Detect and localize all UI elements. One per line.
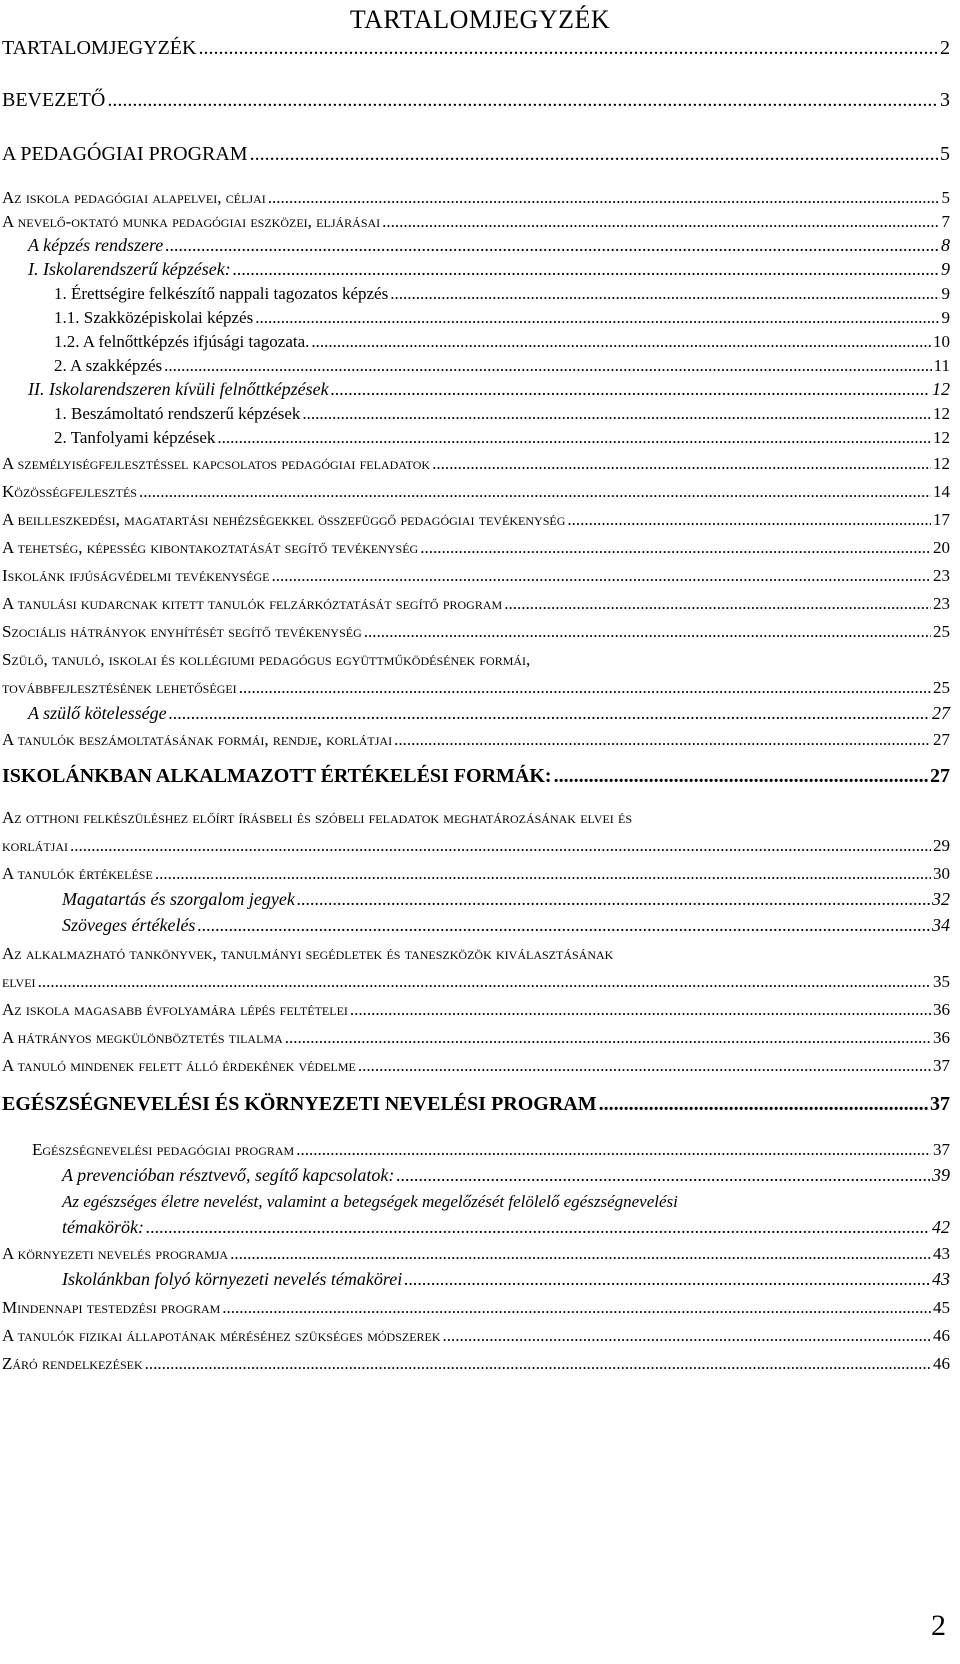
- toc-entry-page: 29: [933, 836, 950, 855]
- toc-entry[interactable]: [54, 302, 950, 328]
- toc-entry-label: 2. Tanfolyami képzések: [54, 428, 216, 447]
- toc-leader-dots: [145, 1354, 931, 1374]
- toc-entry-page: 8: [941, 235, 950, 255]
- toc-entry-label: elvei: [2, 972, 36, 991]
- toc-leader-dots: [432, 454, 931, 474]
- toc-entry[interactable]: [2, 762, 950, 788]
- toc-entry-label: A tanulók értékelése: [2, 864, 153, 883]
- toc-leader-dots: [443, 1326, 931, 1346]
- toc-entry-label: Szöveges értékelés: [62, 915, 196, 935]
- toc-entry-page: 11: [933, 356, 950, 375]
- toc-leader-dots: [155, 864, 931, 884]
- toc-leader-dots: [394, 730, 931, 750]
- toc-entry-label: A prevencióban résztvevő, segítő kapcsolatok:: [62, 1165, 395, 1185]
- toc-entry-label: 1.2. A felnőttképzés ifjúsági tagozata.: [54, 332, 310, 351]
- toc-leader-dots: [350, 1000, 931, 1020]
- toc-entry-page: 14: [933, 482, 950, 501]
- toc-leader-dots: [271, 566, 931, 586]
- toc-leader-dots: [285, 1028, 931, 1048]
- toc-entry-page: 10: [933, 332, 950, 351]
- toc-entry-wrapped-line[interactable]: Az otthoni felkészüléshez előírt írásbeli és szóbeli feladatok meghatározásának elvei és: [2, 808, 633, 827]
- toc-entry-label: A tanulók fizikai állapotának méréséhez szükséges módszerek: [2, 1326, 441, 1345]
- toc-entry[interactable]: [2, 206, 950, 232]
- toc-entry-page: 42: [932, 1217, 950, 1237]
- toc-entry[interactable]: [54, 350, 950, 376]
- toc-leader-dots: [504, 594, 931, 614]
- toc-entry-page: 30: [933, 864, 950, 883]
- toc-entry[interactable]: [62, 1160, 950, 1186]
- toc-entry[interactable]: [2, 34, 950, 60]
- toc-entry-page: 25: [933, 622, 950, 641]
- toc-entry[interactable]: [62, 884, 950, 910]
- toc-entry-page: 20: [933, 538, 950, 557]
- toc-entry-label: 1. Beszámoltató rendszerű képzések: [54, 404, 301, 423]
- toc-entry[interactable]: [2, 140, 950, 166]
- toc-entry[interactable]: [28, 230, 950, 256]
- toc-entry-page: 27: [930, 765, 950, 787]
- toc-entry-label: Záró rendelkezések: [2, 1354, 143, 1373]
- toc-entry-label: Magatartás és szorgalom jegyek: [62, 889, 295, 909]
- toc-entry[interactable]: [62, 910, 950, 936]
- toc-entry-page: 32: [932, 889, 950, 909]
- toc-entry[interactable]: [2, 588, 950, 614]
- toc-entry-page: 23: [933, 594, 950, 613]
- toc-entry-label: 2. A szakképzés: [54, 356, 163, 375]
- toc-entry[interactable]: [54, 326, 950, 352]
- toc-entry-page: 34: [932, 915, 950, 935]
- toc-leader-dots: [599, 1093, 928, 1116]
- toc-entry[interactable]: [2, 504, 950, 530]
- toc-leader-dots: [296, 1140, 931, 1160]
- toc-entry[interactable]: [2, 616, 950, 642]
- page-number: 2: [931, 1609, 946, 1642]
- toc-entry[interactable]: [2, 1348, 950, 1374]
- toc-entry-label: A tehetség, képesség kibontakoztatását segítő tevékenység: [2, 538, 419, 557]
- toc-entry-label: A környezeti nevelés programja: [2, 1244, 229, 1263]
- toc-entry[interactable]: [2, 858, 950, 884]
- toc-entry[interactable]: [2, 1292, 950, 1318]
- toc-entry-page: 43: [932, 1269, 950, 1289]
- toc-leader-dots: [311, 332, 931, 352]
- toc-entry[interactable]: [54, 422, 950, 448]
- toc-leader-dots: [222, 1298, 931, 1318]
- toc-entry-label: A személyiségfejlesztéssel kapcsolatos pedagógiai feladatok: [2, 454, 431, 473]
- toc-entry-label: Egészségnevelési pedagógiai program: [32, 1140, 295, 1159]
- toc-entry-label: A képzés rendszere: [28, 235, 164, 255]
- toc-leader-dots: [217, 428, 931, 448]
- toc-entry[interactable]: [2, 1022, 950, 1048]
- toc-entry[interactable]: [2, 560, 950, 586]
- toc-leader-dots: [146, 1217, 930, 1238]
- toc-entry-page: 37: [930, 1093, 950, 1115]
- toc-leader-dots: [554, 765, 928, 788]
- toc-entry-page: 7: [941, 212, 950, 231]
- toc-leader-dots: [164, 356, 932, 376]
- toc-entry-label: A tanuló mindenek felett álló érdekének védelme: [2, 1056, 356, 1075]
- toc-entry-label: továbbfejlesztésének lehetőségei: [2, 678, 237, 697]
- toc-entry-page: 9: [941, 308, 950, 327]
- toc-entry[interactable]: [2, 1050, 950, 1076]
- toc-leader-dots: [420, 538, 931, 558]
- toc-leader-dots: [165, 235, 939, 256]
- toc-entry[interactable]: [2, 994, 950, 1020]
- toc-entry-label: A szülő kötelessége: [28, 703, 167, 723]
- toc-entry-label: Az iskola pedagógiai alapelvei, céljai: [2, 188, 266, 207]
- toc-entry-page: 5: [940, 143, 950, 165]
- toc-entry-page: 17: [933, 510, 950, 529]
- toc-leader-dots: [364, 622, 931, 642]
- toc-entry[interactable]: [62, 1212, 950, 1238]
- toc-entry-page: 12: [933, 428, 950, 447]
- toc-leader-dots: [297, 889, 930, 910]
- toc-entry-page: 36: [933, 1000, 950, 1019]
- toc-entry-label: ISKOLÁNKBAN ALKALMAZOTT ÉRTÉKELÉSI FORMÁK:: [2, 765, 552, 787]
- toc-entry-label: A PEDAGÓGIAI PROGRAM: [2, 143, 248, 165]
- toc-entry-label: A hátrányos megkülönböztetés tilalma: [2, 1028, 283, 1047]
- toc-leader-dots: [358, 1056, 931, 1076]
- toc-entry-label: 1. Érettségire felkészítő nappali tagozatos képzés: [54, 284, 389, 303]
- toc-entry-page: 23: [933, 566, 950, 585]
- toc-entry-label: Iskolánkban folyó környezeti nevelés témakörei: [62, 1269, 403, 1289]
- toc-entry-wrapped-line[interactable]: Az alkalmazható tankönyvek, tanulmányi segédletek és taneszközök kiválasztásának: [2, 944, 614, 963]
- toc-leader-dots: [268, 188, 940, 208]
- toc-leader-dots: [139, 482, 931, 502]
- toc-entry-page: 9: [941, 259, 950, 279]
- toc-leader-dots: [197, 915, 930, 936]
- toc-entry[interactable]: [2, 448, 950, 474]
- toc-entry-label: A tanulók beszámoltatásának formái, rendje, korlátjai: [2, 730, 393, 749]
- toc-entry-page: 5: [941, 188, 950, 207]
- toc-leader-dots: [233, 259, 939, 280]
- toc-leader-dots: [198, 37, 938, 60]
- toc-entry[interactable]: [2, 1238, 950, 1264]
- toc-entry-label: EGÉSZSÉGNEVELÉSI ÉS KÖRNYEZETI NEVELÉSI PROGRAM: [2, 1093, 597, 1115]
- toc-entry[interactable]: [2, 1090, 950, 1116]
- toc-leader-dots: [396, 1165, 930, 1186]
- toc-entry-page: 46: [933, 1326, 950, 1345]
- toc-entry-page: 45: [933, 1298, 950, 1317]
- toc-leader-dots: [567, 510, 931, 530]
- toc-leader-dots: [404, 1269, 930, 1290]
- toc-entry-label: A beilleszkedési, magatartási nehézségekkel összefüggő pedagógiai tevékenység: [2, 510, 566, 529]
- toc-entry-page: 3: [940, 89, 950, 111]
- toc-entry-page: 37: [933, 1140, 950, 1159]
- toc-entry-label: témakörök:: [62, 1217, 144, 1237]
- toc-leader-dots: [250, 143, 938, 166]
- toc-entry-page: 39: [932, 1165, 950, 1185]
- toc-leader-dots: [230, 1244, 931, 1264]
- toc-entry[interactable]: [54, 398, 950, 424]
- toc-leader-dots: [331, 379, 930, 400]
- toc-leader-dots: [70, 836, 931, 856]
- toc-entry-label: BEVEZETŐ: [2, 89, 106, 111]
- toc-entry[interactable]: [32, 1134, 950, 1160]
- toc-entry[interactable]: [2, 966, 950, 992]
- toc-entry-page: 25: [933, 678, 950, 697]
- toc-entry-label: Szociális hátrányok enyhítését segítő tevékenység: [2, 622, 362, 641]
- toc-entry-label: I. Iskolarendszerű képzések:: [28, 259, 231, 279]
- toc-entry[interactable]: [2, 532, 950, 558]
- toc-leader-dots: [302, 404, 931, 424]
- toc-leader-dots: [382, 212, 939, 232]
- toc-entry[interactable]: [2, 672, 950, 698]
- toc-entry-page: 12: [932, 379, 950, 399]
- toc-entry-page: 12: [933, 404, 950, 423]
- toc-entry-page: 12: [933, 454, 950, 473]
- toc-leader-dots: [38, 972, 931, 992]
- toc-leader-dots: [239, 678, 931, 698]
- document-title: TARTALOMJEGYZÉK: [349, 5, 611, 34]
- toc-entry[interactable]: [28, 698, 950, 724]
- toc-entry[interactable]: [2, 1320, 950, 1346]
- toc-entry-page: 27: [932, 703, 950, 723]
- toc-entry-page: 36: [933, 1028, 950, 1047]
- toc-entry-label: Az iskola magasabb évfolyamára lépés feltételei: [2, 1000, 348, 1019]
- toc-leader-dots: [107, 89, 938, 112]
- toc-entry-label: Iskolánk ifjúságvédelmi tevékenysége: [2, 566, 270, 585]
- toc-entry-page: 9: [941, 284, 950, 303]
- toc-entry[interactable]: [2, 724, 950, 750]
- toc-entry-page: 27: [933, 730, 950, 749]
- toc-entry-wrapped-line[interactable]: Az egészséges életre nevelést, valamint a betegségek megelőzését felölelő egészségnevelési: [62, 1192, 678, 1211]
- toc-entry-page: 43: [933, 1244, 950, 1263]
- toc-entry-label: A nevelő-oktató munka pedagógiai eszközei, eljárásai: [2, 212, 381, 231]
- toc-entry[interactable]: [62, 1264, 950, 1290]
- toc-entry-label: korlátjai: [2, 836, 68, 855]
- toc-entry-page: 35: [933, 972, 950, 991]
- toc-entry-label: TARTALOMJEGYZÉK: [2, 37, 197, 59]
- toc-entry[interactable]: [28, 254, 950, 280]
- toc-entry[interactable]: [28, 374, 950, 400]
- toc-entry-label: A tanulási kudarcnak kitett tanulók felzárkóztatását segítő program: [2, 594, 503, 613]
- toc-entry-page: 37: [933, 1056, 950, 1075]
- toc-entry-label: Közösségfejlesztés: [2, 482, 137, 501]
- toc-entry[interactable]: [2, 830, 950, 856]
- toc-entry-wrapped-line[interactable]: Szülő, tanuló, iskolai és kollégiumi pedagógus együttműködésének formái,: [2, 650, 531, 669]
- toc-entry-label: Mindennapi testedzési program: [2, 1298, 221, 1317]
- toc-entry[interactable]: [54, 278, 950, 304]
- toc-leader-dots: [169, 703, 930, 724]
- toc-entry-label: II. Iskolarendszeren kívüli felnőttképzések: [28, 379, 329, 399]
- toc-leader-dots: [255, 308, 939, 328]
- toc-leader-dots: [390, 284, 939, 304]
- toc-entry[interactable]: [2, 182, 950, 208]
- toc-entry-page: 2: [940, 37, 950, 59]
- toc-entry-page: 46: [933, 1354, 950, 1373]
- toc-entry[interactable]: [2, 476, 950, 502]
- toc-entry[interactable]: [2, 86, 950, 112]
- toc-entry-label: 1.1. Szakközépiskolai képzés: [54, 308, 254, 327]
